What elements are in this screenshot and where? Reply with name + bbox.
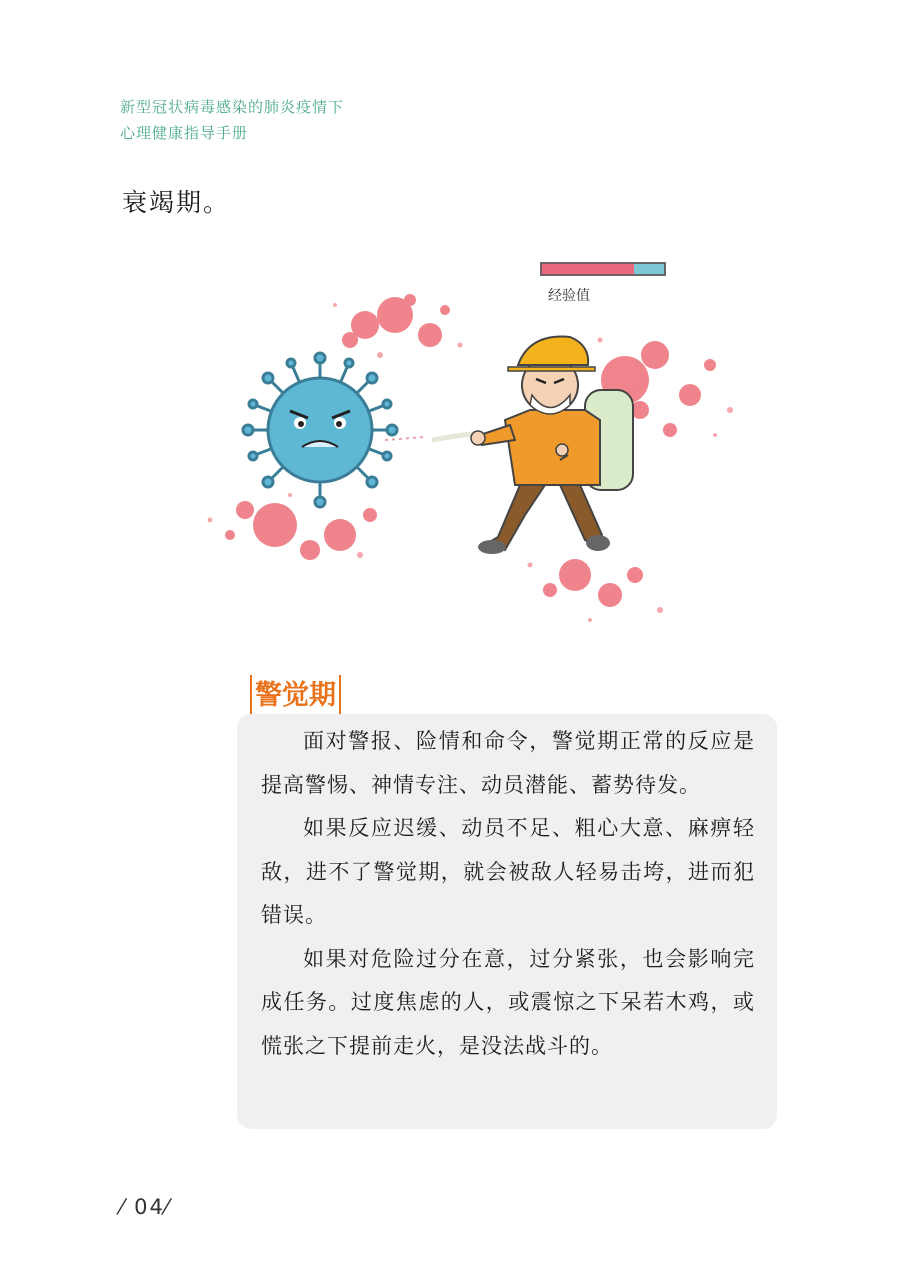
section-title: 警觉期 bbox=[250, 675, 341, 715]
virus-icon bbox=[243, 353, 397, 507]
text-card bbox=[237, 714, 777, 1129]
paragraph-2: 如果反应迟缓、动员不足、粗心大意、麻痹轻敌，进不了警觉期，就会被敌人轻易击垮，进而犯错误。 bbox=[261, 816, 755, 927]
paragraph-1: 面对警报、险情和命令，警觉期正常的反应是提高警惕、神情专注、动员潜能、蓄势待发。 bbox=[261, 729, 755, 797]
page-number: ⁄ 04⁄ bbox=[120, 1195, 171, 1219]
header-title-line2: 心理健康指导手册 bbox=[120, 124, 249, 142]
lead-text: 衰竭期。 bbox=[122, 188, 231, 217]
paragraph-3: 如果对危险过分在意，过分紧张，也会影响完成任务。过度焦虑的人，或震惊之下呆若木鸡，或慌张之下提前走火，是没法战斗的。 bbox=[261, 946, 755, 1058]
header-title-line1: 新型冠状病毒感染的肺炎疫情下 bbox=[120, 98, 345, 116]
virus-fight-illustration bbox=[170, 245, 770, 650]
experience-bar bbox=[541, 263, 665, 275]
experience-label: 经验值 bbox=[548, 288, 590, 304]
